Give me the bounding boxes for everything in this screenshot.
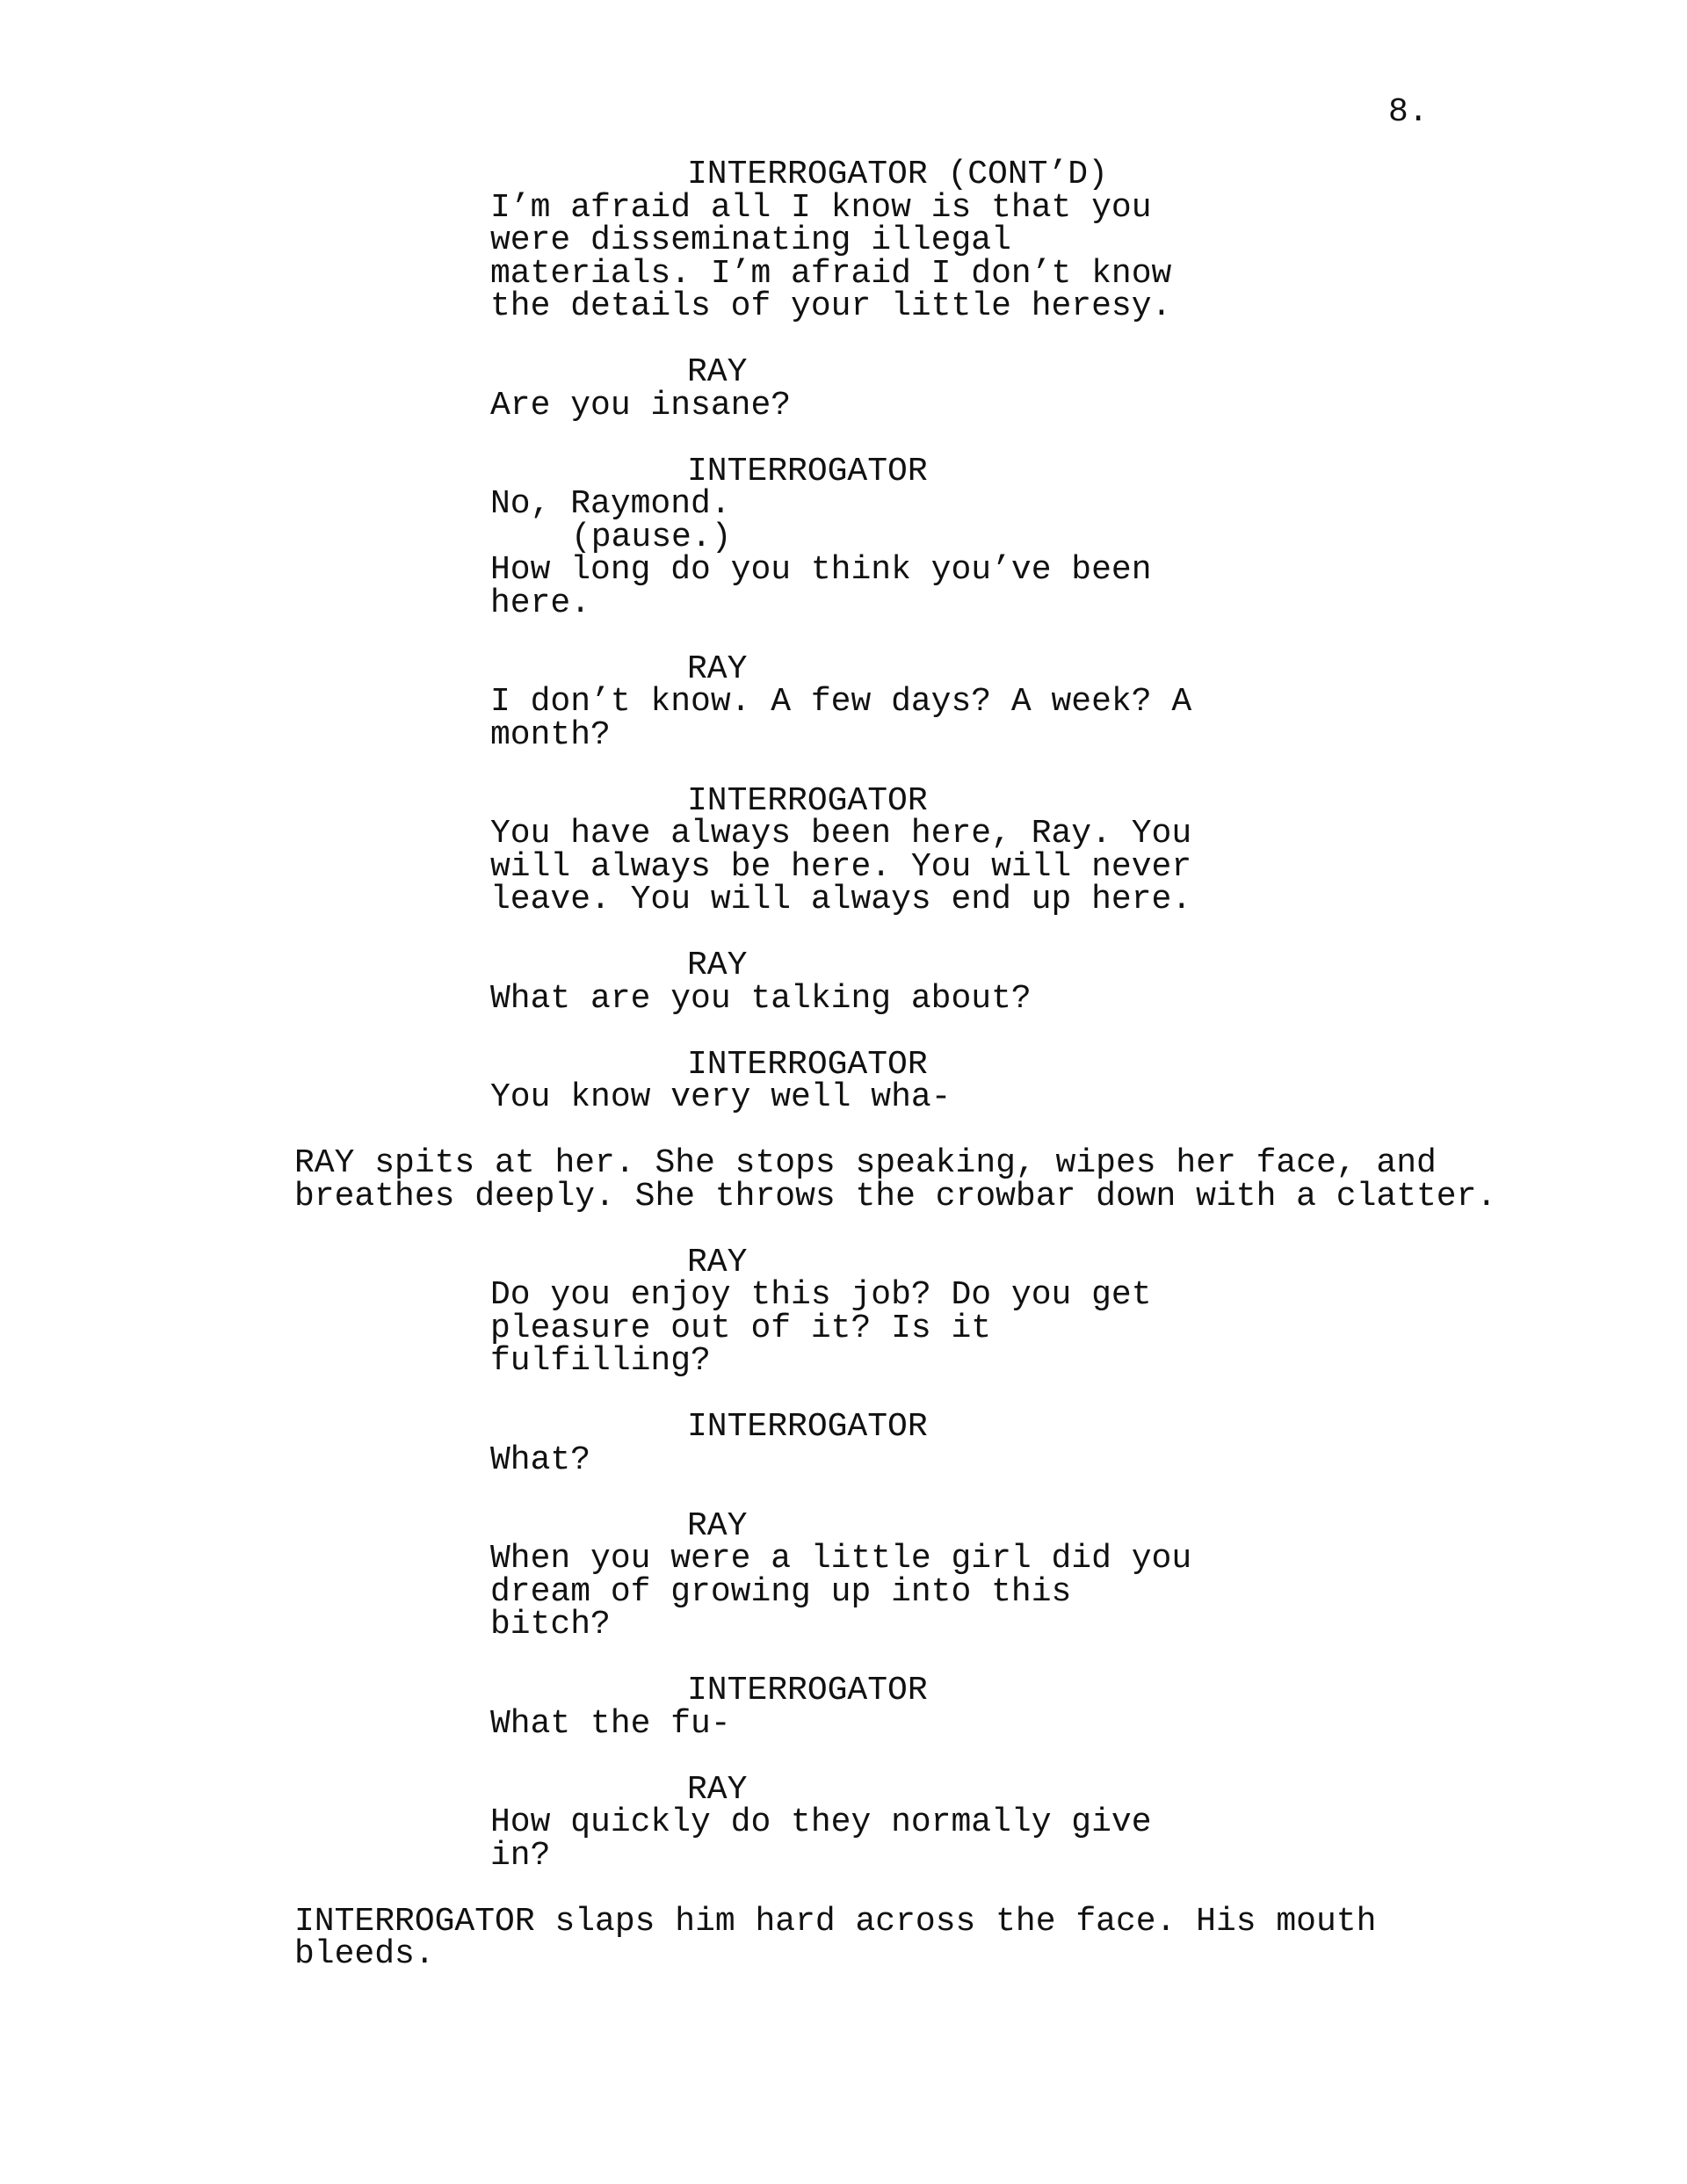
character-cue: INTERROGATOR: [687, 1408, 928, 1446]
script-content: [0, 158, 1687, 1971]
blank-line: [0, 1642, 1687, 1675]
dialogue-line: How quickly do they normally give: [490, 1803, 1152, 1841]
character-cue: INTERROGATOR: [687, 781, 928, 820]
dialogue-line: How long do you think you’ve been: [490, 551, 1152, 589]
page-number: 8.: [1388, 93, 1429, 131]
character-cue: RAY: [687, 353, 748, 391]
blank-line: [0, 1872, 1687, 1905]
blank-line: [0, 917, 1687, 950]
blank-line: [0, 422, 1687, 455]
dialogue-line: I’m afraid all I know is that you: [490, 188, 1152, 227]
blank-line: [0, 1213, 1687, 1246]
blank-line: [0, 751, 1687, 785]
dialogue-line: will always be here. You will never: [490, 847, 1192, 886]
character-cue: RAY: [687, 649, 748, 688]
dialogue-line: When you were a little girl did you: [490, 1540, 1192, 1578]
dialogue-line: in?: [490, 1836, 551, 1875]
blank-line: [0, 1477, 1687, 1510]
dialogue-line: the details of your little heresy.: [490, 287, 1172, 325]
dialogue-line: Are you insane?: [490, 386, 792, 424]
action-line: bleeds.: [294, 1935, 435, 1973]
dialogue-line: What the fu-: [490, 1704, 731, 1743]
character-cue: INTERROGATOR: [687, 1045, 928, 1084]
blank-line: [0, 1114, 1687, 1148]
dialogue-line: I don’t know. A few days? A week? A: [490, 683, 1192, 721]
dialogue-line: You know very well wha-: [490, 1078, 952, 1116]
dialogue-line: You have always been here, Ray. You: [490, 815, 1192, 853]
character-cue: INTERROGATOR: [687, 1672, 928, 1709]
blank-line: [0, 1740, 1687, 1774]
dialogue-line: month?: [490, 715, 611, 754]
dialogue-line: leave. You will always end up here.: [490, 881, 1192, 918]
dialogue-line: fulfilling?: [490, 1342, 711, 1380]
action-line: RAY spits at her. She stops speaking, wipes her face, and: [294, 1144, 1437, 1182]
character-cue: INTERROGATOR: [687, 452, 928, 490]
action-line: INTERROGATOR slaps him hard across the face. His mouth: [294, 1902, 1377, 1941]
dialogue-line: pleasure out of it? Is it: [490, 1309, 992, 1347]
dialogue-line: What are you talking about?: [490, 979, 1032, 1018]
character-cue: RAY: [687, 1770, 748, 1809]
dialogue-line: materials. I’m afraid I don’t know: [490, 254, 1172, 293]
parenthetical: (pause.): [571, 518, 732, 556]
character-cue: RAY: [687, 1506, 748, 1545]
dialogue-line: bitch?: [490, 1606, 611, 1643]
blank-line: [0, 323, 1687, 357]
blank-line: [0, 1378, 1687, 1411]
character-cue: INTERROGATOR (CONT’D): [687, 156, 1108, 193]
character-cue: RAY: [687, 947, 748, 984]
dialogue-line: No, Raymond.: [490, 485, 731, 523]
dialogue-line: dream of growing up into this: [490, 1572, 1072, 1611]
dialogue-line: What?: [490, 1440, 591, 1479]
character-cue: RAY: [687, 1243, 748, 1281]
dialogue-line: here.: [490, 584, 591, 622]
blank-line: [0, 620, 1687, 653]
dialogue-line: were disseminating illegal: [490, 221, 1011, 259]
dialogue-line: Do you enjoy this job? Do you get: [490, 1276, 1152, 1314]
blank-line: [0, 1015, 1687, 1048]
action-line: breathes deeply. She throws the crowbar down with a clatter.: [294, 1177, 1497, 1215]
